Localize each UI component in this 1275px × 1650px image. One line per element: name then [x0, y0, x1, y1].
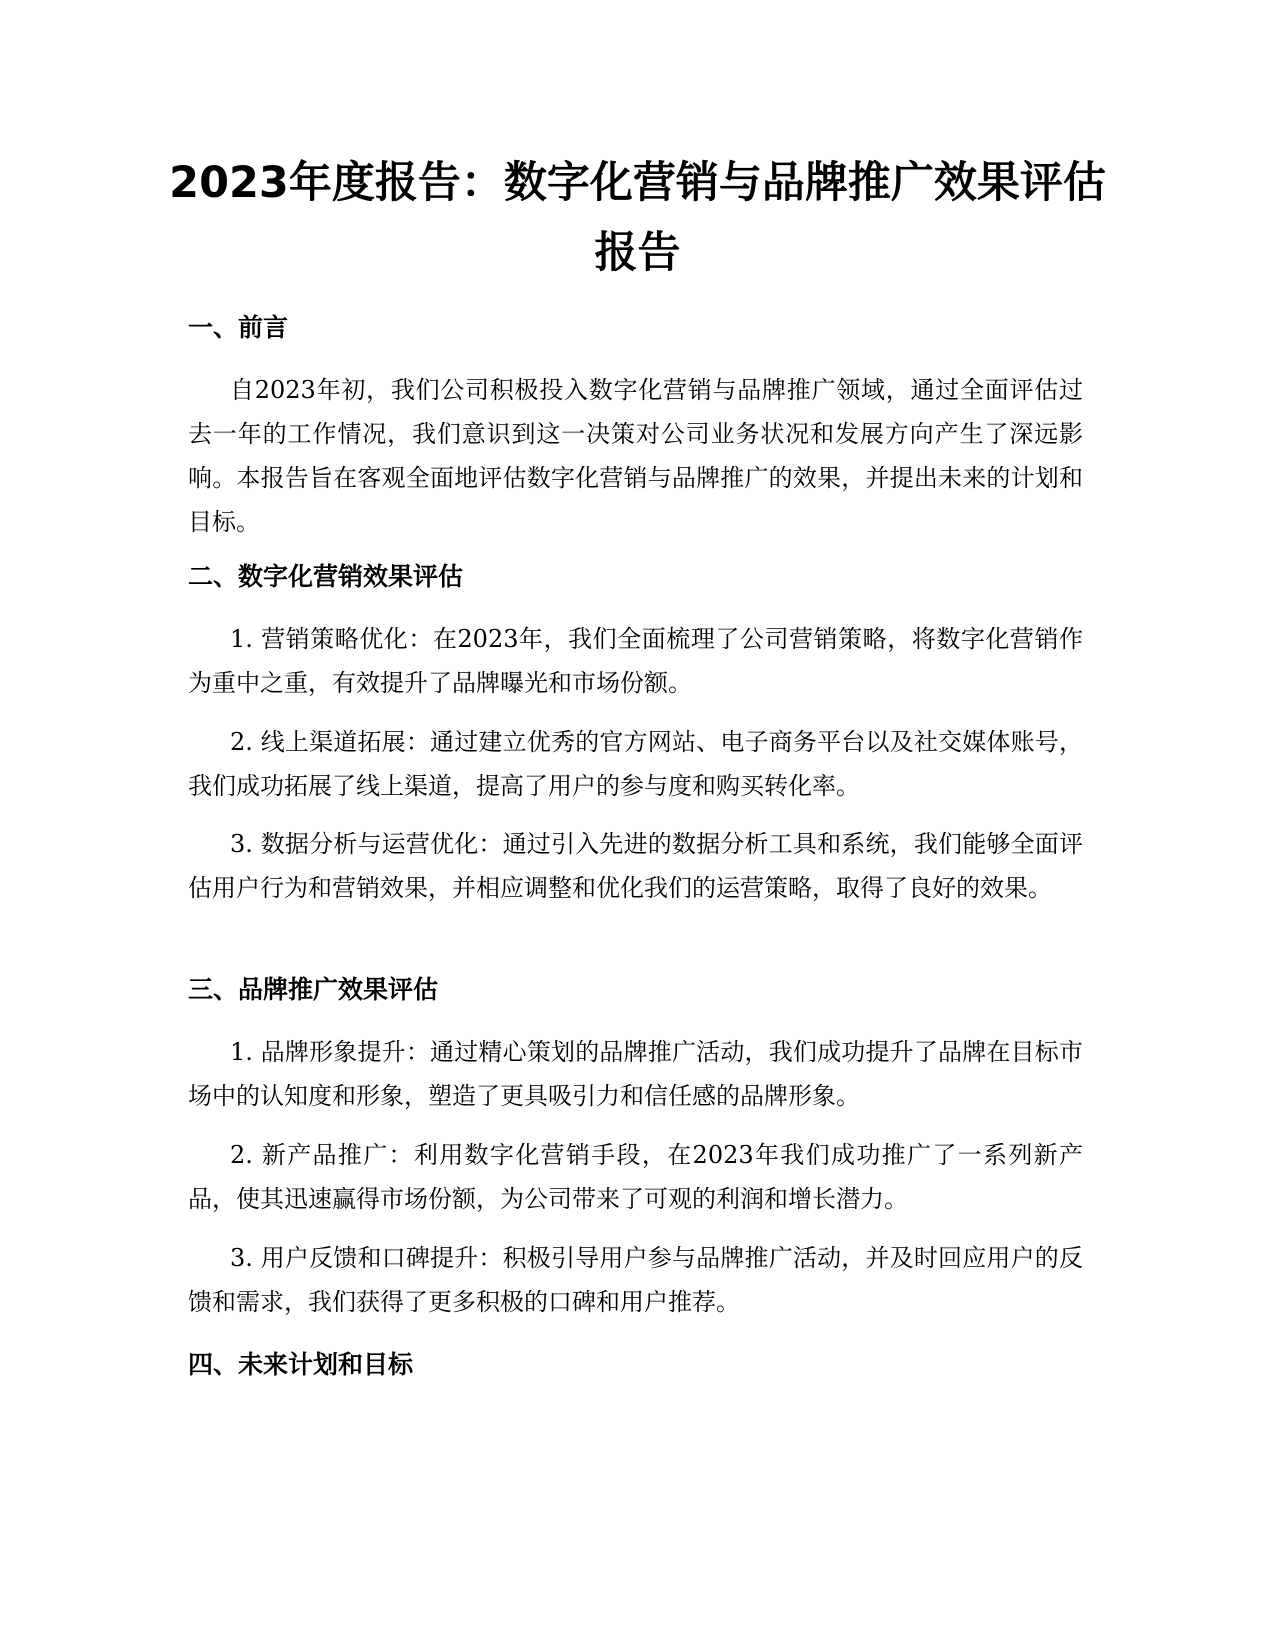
section-heading-brand-promotion: 三、品牌推广效果评估	[188, 975, 439, 1004]
paragraph-user-feedback: 3. 用户反馈和口碑提升：积极引导用户参与品牌推广活动，并及时回应用户的反馈和需求，我们获得了更多积极的口碑和用户推荐。	[188, 1244, 1083, 1316]
section-heading-preface: 一、前言	[188, 313, 289, 342]
paragraph-preface: 自2023年初，我们公司积极投入数字化营销与品牌推广领域，通过全面评估过去一年的工作情况，我们意识到这一决策对公司业务状况和发展方向产生了深远影响。本报告旨在客观全面地评估数字化营销与品牌推广的效果，并提出未来的计划和目标。	[188, 376, 1083, 536]
paragraph-new-products: 2. 新产品推广：利用数字化营销手段，在2023年我们成功推广了一系列新产品，使其迅速赢得市场份额，为公司带来了可观的利润和增长潜力。	[188, 1141, 1083, 1213]
document-title: 2023年度报告：数字化营销与品牌推广效果评估报告	[169, 158, 1106, 278]
paragraph-data-analysis: 3. 数据分析与运营优化：通过引入先进的数据分析工具和系统，我们能够全面评估用户行为和营销效果，并相应调整和优化我们的运营策略，取得了良好的效果。	[188, 830, 1083, 902]
paragraph-marketing-strategy: 1. 营销策略优化：在2023年，我们全面梳理了公司营销策略，将数字化营销作为重中之重，有效提升了品牌曝光和市场份额。	[188, 625, 1083, 697]
section-heading-digital-marketing: 二、数字化营销效果评估	[188, 562, 464, 591]
section-heading-future-plans: 四、未来计划和目标	[188, 1350, 414, 1379]
paragraph-online-channels: 2. 线上渠道拓展：通过建立优秀的官方网站、电子商务平台以及社交媒体账号，我们成功拓展了线上渠道，提高了用户的参与度和购买转化率。	[188, 728, 1083, 800]
paragraph-brand-image: 1. 品牌形象提升：通过精心策划的品牌推广活动，我们成功提升了品牌在目标市场中的认知度和形象，塑造了更具吸引力和信任感的品牌形象。	[188, 1038, 1083, 1110]
